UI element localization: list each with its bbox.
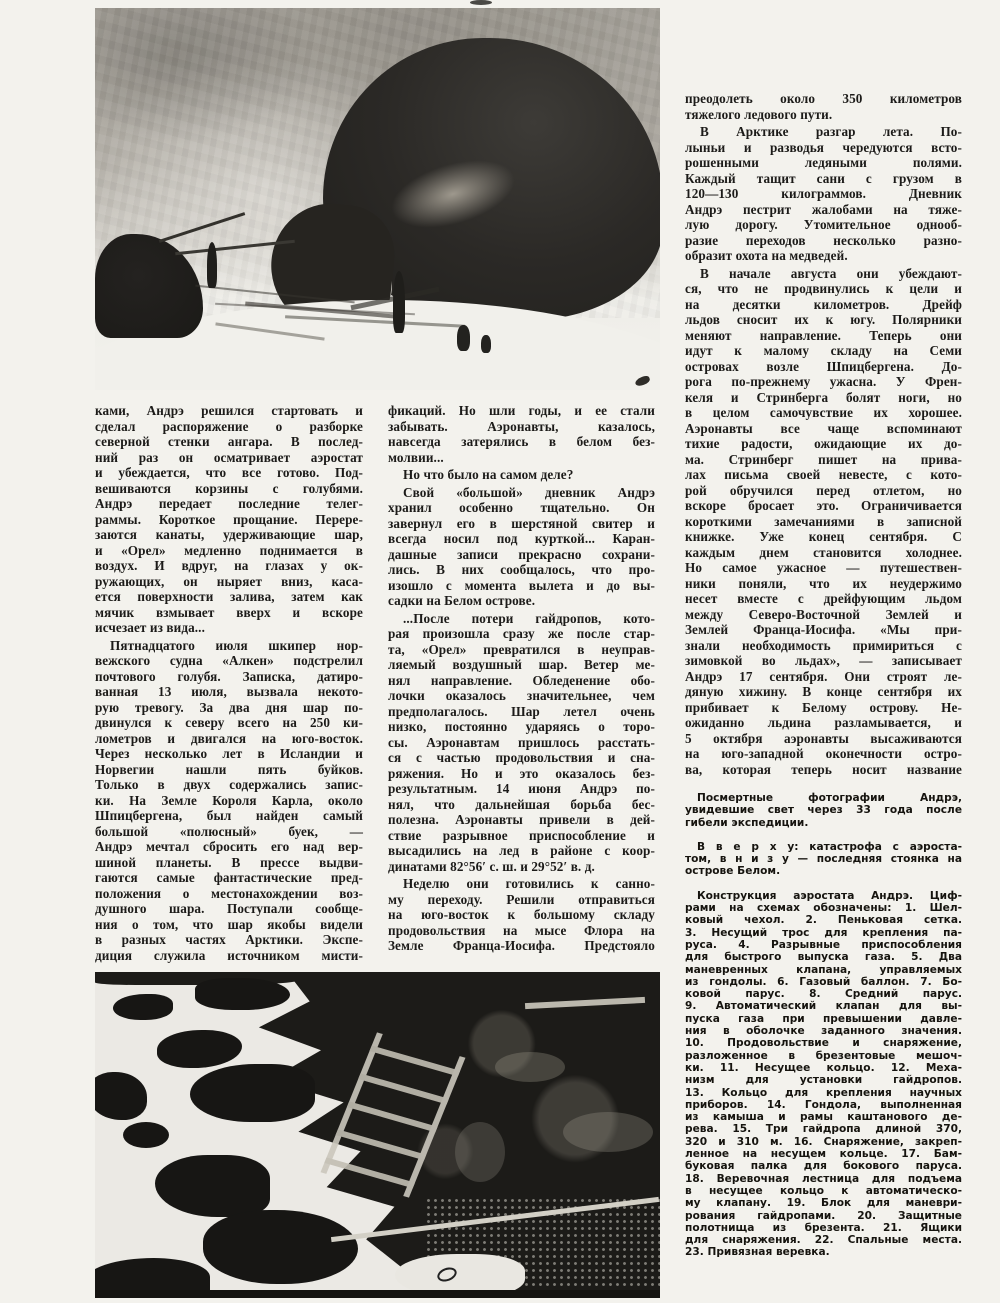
text-line: на десятки километров. Дрейф [685,296,962,312]
text-line: низм для установки гайдропов. [685,1074,962,1087]
text-line: знали необходимость примириться с [685,637,962,653]
paragraph [685,841,962,878]
text-line: ...После потери гайдропов, кото- [403,610,655,626]
text-line: несет вместе с дрейфующим льдом [685,591,962,606]
rock-blob [95,1072,147,1120]
text-line: Аэронавты все чаще вспоминают [685,420,962,436]
text-line: книжке. Уже конец сентября. С [685,529,962,544]
text-line: преодолеть около 350 километров [685,91,962,106]
rock-blob [190,1064,315,1122]
text-line: в несущее кольцо к автоматическо- [685,1184,962,1197]
ladder-rung [336,1129,427,1160]
text-line: рами на схемах обозначены: 1. Шел- [685,902,962,915]
text-line: Земле Франца-Иосифа. Предстояло [388,938,655,953]
text-line: ляемый воздушный шар. Ветер ме- [388,657,655,672]
text-line: идут к малому складу на Семи [685,343,962,358]
text-line: продовольствия на мысе Флора на [388,922,655,938]
text-line: каждым днем становится холоднее. [685,544,962,560]
text-line: полотнища из брезента. 21. Ящики [685,1221,962,1234]
text-line: всегда носил под курткой... Каран- [388,531,655,546]
right-column-body [685,91,962,777]
paragraph [95,638,363,964]
scan-artifact [470,0,492,5]
text-line: Андрэ мечтал сбросить его над вер- [95,839,363,854]
text-line: раммы. Короткое прощание. Перере- [95,511,363,527]
text-line: хранил особенно тщательно. Он [388,500,655,515]
text-line: сделал распоряжение о разборке [95,418,363,434]
text-line: зимовкой во льдах», — записывает [685,653,962,668]
text-line: между Северо-Восточной Землей и [685,606,962,622]
text-line: ствие разрывное приспособление и [388,827,655,843]
text-line: Шпицбергена, был найден самый [95,808,363,823]
text-line: ки. 11. Несущее кольцо. 12. Меха- [685,1061,962,1074]
text-line: келя и Стринберга болят ноги, но [685,389,962,405]
text-line: 18. Веревочная лестница для подъема [685,1172,962,1185]
text-line: прибивает к Белому острову. Не- [685,699,962,715]
text-line: вешиваются корзины с голубями. [95,480,363,496]
text-line: ленное на несущем кольце. 17. Бам- [685,1148,962,1161]
text-line: диция служила источником мисти- [95,947,363,963]
text-line: ружающих, он ныряет вниз, каса- [95,573,363,589]
text-line: разложенное в брезентовые мешоч- [685,1049,962,1062]
text-line: низко, постоянно ударяясь о торо- [388,719,655,734]
text-line: и убеждается, что все готово. Под- [95,465,363,480]
text-line: гаются самые фантастические пред- [95,870,363,885]
paragraph [685,792,962,829]
text-line: приборов. 14. Гондола, выполненная [685,1098,962,1111]
paragraph [388,403,655,465]
text-line: 3. Несущий трос для крепления па- [685,926,962,939]
text-line: на юго-восток к большому складу [388,907,655,922]
text-line: ется поверхности залива, затем как [95,589,363,604]
gray-patch [495,1052,565,1082]
text-line: ники поняли, что их неудержимо [685,575,962,591]
ladder-rung [347,1101,438,1132]
text-line: рева. 15. Три гайдропа длиной 370, [685,1123,962,1136]
paragraph [685,890,962,1259]
text-line: Землей Франца-Иосифа. «Мы при- [685,622,962,637]
text-line: забывать. Аэронавты, казалось, [388,418,655,434]
gray-patch [563,1112,653,1152]
text-line: рой обручился перед отлетом, но [685,482,962,498]
text-line: Норвегии нашли пять буйков. [95,761,363,777]
text-line: полезна. Аэронавты привели в дей- [388,812,655,827]
ladder-rung [358,1073,449,1104]
text-line: высадились на лед в районе с коор- [388,843,655,858]
text-line: исчезает из вида... [95,620,205,635]
text-line: разие переходов несколько разно- [685,232,962,248]
text-line: Неделю они готовились к санно- [403,876,655,891]
rock-blob [195,978,290,1010]
text-line: ковой парус. 8. Средний парус. [685,988,962,1001]
text-line: для снаряжения. 22. Спальные места. [685,1234,962,1247]
text-line: ванная 13 июля, вызвала некото- [95,684,363,699]
text-line: рая произошла сразу же после стар- [388,626,655,641]
text-line: Каждый тащит сани с грузом в [685,170,962,186]
text-line: та, «Орел» превратился в неуправ- [388,641,655,657]
text-line: молвии... [388,449,444,465]
paragraph [685,266,962,778]
rock-blob [157,1030,242,1068]
text-line: увидевшие свет через 33 года после [685,804,962,817]
text-line: том, в н и з у — последняя стоянка на [685,853,962,866]
text-line: заются канаты, удерживающие шар, [95,527,363,542]
text-line: большой «полюсный» буек, — [95,823,363,839]
text-line: ма. Стринберг пишет на прива- [685,451,962,467]
rock-blob [113,994,173,1020]
standing-figure [393,271,405,333]
text-line: ковый чехол. 2. Пеньковая сетка. [685,914,962,927]
text-line: и «Орел» медленно поднимается в [95,542,363,558]
paragraph [388,611,655,875]
text-line: 120—130 килограммов. Дневник [685,186,962,201]
standing-figure [207,242,217,288]
paragraph [388,485,655,609]
photo-balloon-catastrophe [95,8,660,390]
text-line: ряжения. Но и это оказалось без- [388,765,655,781]
text-line: Посмертные фотографии Андрэ, [697,792,962,804]
text-line: на юго-западной оконечности остро- [685,746,962,761]
text-line: ся, что не продвинулись к цели и [685,281,962,296]
text-column-left [95,403,363,963]
text-line: фикаций. Но шли годы, и ее стали [388,403,655,418]
text-line: Андрэ 17 сентября. Они строят ле- [685,668,962,684]
text-line: лую дорогу. Утомительное однооб- [685,217,962,232]
text-line: ния о том, что шар якобы видели [95,916,363,932]
paragraph [95,403,363,636]
text-line: В Арктике разгар лета. По- [700,124,962,139]
text-line: воздух. И вдруг, на глазах у ок- [95,558,363,573]
text-line: тихие радости, ожидающие их до- [685,436,962,451]
text-line: Андрэ пестрит жалобами на тяже- [685,201,962,217]
text-line: буковая палка для бокового паруса. [685,1160,962,1173]
text-line: для быстрого выпуска газа. 5. Два [685,951,962,964]
rock-blob [203,1210,358,1284]
text-line: В в е р х у: катастрофа с аэроста- [697,840,962,853]
text-line: ся с частью продовольствия и сна- [388,750,655,765]
text-line: из гондолы. 6. Газовый баллон. 7. Бо- [685,975,962,988]
text-line: му переходу. Решили отправиться [388,891,655,907]
text-line: душного шара. Поступали сообще- [95,901,363,916]
small-object [481,335,491,353]
text-line: лыньи и разводья чередуются всто- [685,139,962,155]
text-line: сы. Аэронавтам пришлось расстать- [388,734,655,750]
text-line: образит охота на медведей. [685,248,848,263]
text-line: шиной планеты. В прессе выдви- [95,854,363,870]
text-line: гибели экспедиции. [685,816,809,829]
text-line: 23. Привязная веревка. [685,1246,830,1259]
text-line: садки на Белом острове. [388,593,536,608]
text-line: ний раз он осматривает аэростат [95,449,363,465]
text-line: лах письма своей невесте, с кото- [685,467,962,482]
text-line: пуска газа при превышении давле- [685,1012,962,1025]
text-line: Андрэ передает последние телег- [95,496,363,511]
text-line: результатным. 14 июня Андрэ по- [388,781,655,796]
text-line: нял направление. Обледенение обо- [388,672,655,688]
text-line: вежского судна «Алкен» подстрелил [95,653,363,668]
text-line: лометров и двигался на юго-восток. [95,730,363,746]
text-line: рошенными ледяными полями. [685,155,962,170]
text-line: дашные записи прекрасно сохрани- [388,546,655,562]
text-line: ками, Андрэ решился стартовать и [95,403,363,418]
rock-blob [155,1155,270,1217]
text-line: меняют направление. Теперь они [685,327,962,343]
photo-last-camp [95,972,660,1298]
photo-captions [685,792,962,1259]
text-line: динатами 82°56′ с. ш. и 29°52′ в. д. [388,858,595,874]
paragraph [685,124,962,264]
text-line: короткими замечаниями в записной [685,513,962,529]
text-line: лись. В них сообщалось, что про- [388,562,655,577]
text-line: 9. Автоматический клапан для вы- [685,1000,962,1013]
text-line: двинулся к северу всего на 250 ки- [95,715,363,730]
text-line: положения о местонахождении воз- [95,885,363,901]
paragraph [388,876,655,954]
text-line: му клапану. 19. Блок для маневри- [685,1197,962,1210]
rock-blob [123,1122,169,1148]
text-line: дяную хижину. В конце сентября их [685,684,962,699]
text-line: ния в оболочке заданного значения. [685,1025,962,1038]
text-line: Только в двух содержались запис- [95,777,363,792]
text-line: руса. 4. Разрывные приспособления [685,938,962,951]
text-line: 5 октября аэронавты высаживаются [685,730,962,746]
text-line: Через несколько лет в Исландии и [95,746,363,761]
small-object [457,325,470,351]
text-line: северной стенки ангара. В послед- [95,434,363,449]
text-line: из камыша и рамы каштанового де- [685,1111,962,1124]
text-line: лочки оказалось значительнее, чем [388,688,655,703]
photo-bottom-border [95,1290,660,1298]
text-line: навсегда затерялись в белом без- [388,434,655,449]
text-line: в разных частях Арктики. Экспе- [95,932,363,947]
text-line: Конструкция аэростата Андрэ. Циф- [697,889,962,902]
text-line: В начале августа они убеждают- [700,265,962,281]
text-line: нял, что дальнейшая борьба бес- [388,796,655,812]
text-line: рую тревогу. За два дня шар по- [95,699,363,715]
text-line: изошло с момента вылета и до вы- [388,577,655,593]
text-line: мячик взмывает вверх и вскоре [95,604,363,620]
text-line: Свой «большой» дневник Андрэ [403,484,655,500]
text-line: в целом самочувствие их хорошее. [685,405,962,420]
gray-patch [455,1122,505,1182]
text-line: вскоре бросает это. Ограничивается [685,498,962,513]
text-line: Пятнадцатого июля шкипер нор- [110,637,363,653]
text-column-middle [388,403,655,954]
text-line: почтового голубя. Записка, датиро- [95,668,363,684]
paragraph [685,91,962,122]
text-line: островах возле Шпицбергена. До- [685,358,962,374]
text-line: рования гайдропами. 20. Защитные [685,1209,962,1222]
text-line: маневренных клапана, управляемых [685,963,962,976]
text-line: ожиданно льдина разламывается, и [685,715,962,730]
text-line: тяжелого ледового пути. [685,106,833,122]
text-line: 13. Кольцо для крепления научных [685,1086,962,1099]
text-line: рога по-прежнему ужасна. У Френ- [685,374,962,389]
text-column-right [685,91,962,1259]
text-line: предполагалось. Шар летел очень [388,703,655,719]
text-line: ва, которая теперь носит название [685,761,962,777]
text-line: льдов сносит их к югу. Полярники [685,312,962,327]
text-line: Но что было на самом деле? [403,467,574,482]
text-line: завернул его в шерстяной свитер и [388,515,655,531]
text-line: ки. На Земле Короля Карла, около [95,792,363,808]
text-line: 320 и 310 м. 16. Снаряжение, закреп- [685,1135,962,1148]
paragraph [388,467,655,483]
text-line: 10. Продовольствие и снаряжение, [685,1037,962,1050]
text-line: острове Белом. [685,865,781,878]
text-line: Но самое ужасное — путешествен- [685,560,962,575]
